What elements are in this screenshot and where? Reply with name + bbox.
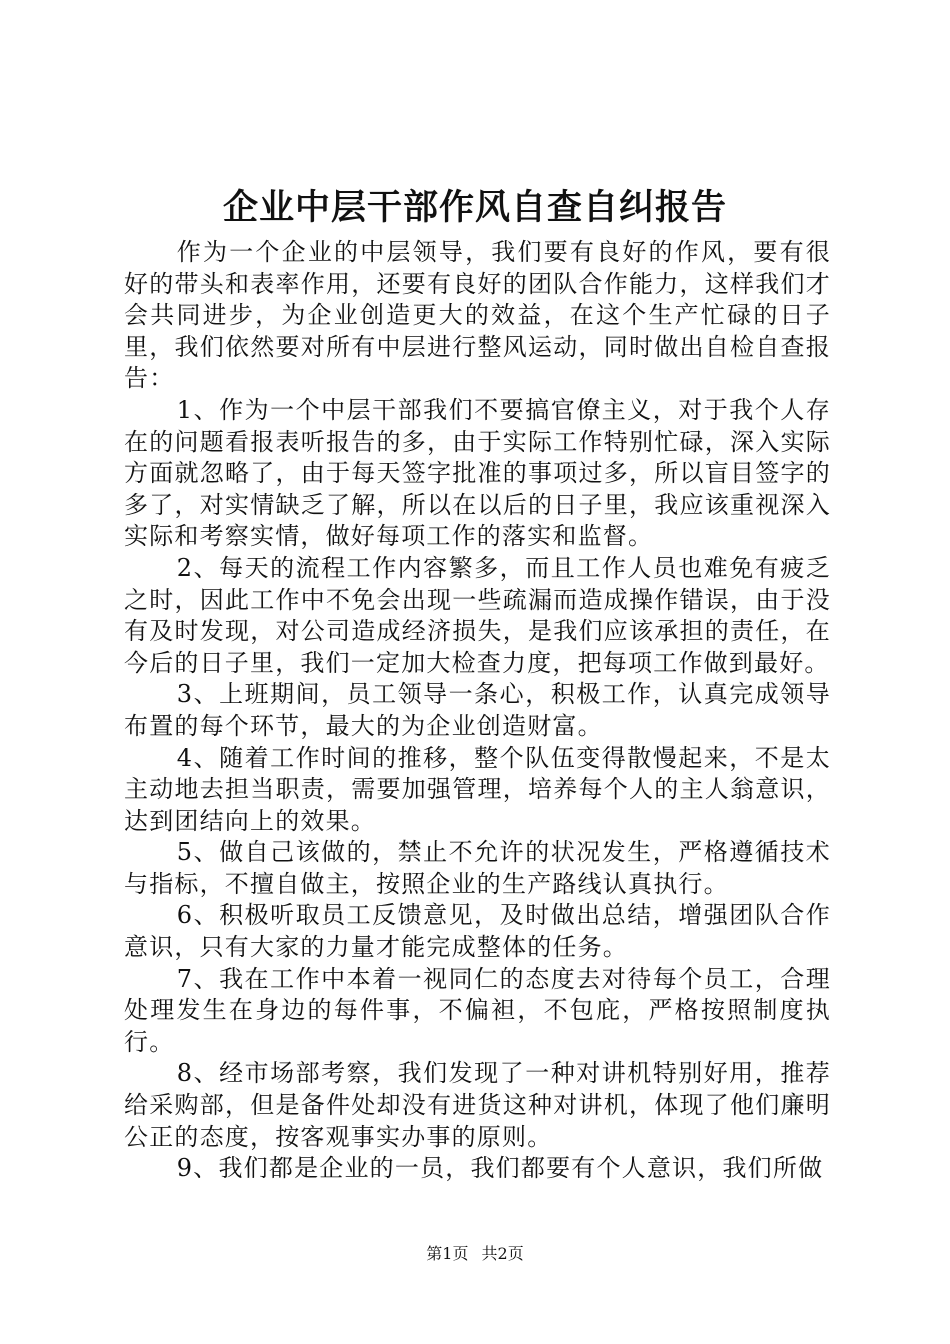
item-paragraph-7: 7、我在工作中本着一视同仁的态度去对待每个员工，合理处理发生在身边的每件事，不偏袒，不包庇，严格按照制度执行。 bbox=[124, 964, 831, 1056]
page-footer bbox=[0, 1243, 950, 1265]
item-paragraph-2: 2、每天的流程工作内容繁多，而且工作人员也难免有疲乏之时，因此工作中不免会出现一些疏漏而造成操作错误，由于没有及时发现，对公司造成经济损失，是我们应该承担的责任，在今后的日子里，我们一定加大检查力度，把每项工作做到最好。 bbox=[124, 553, 831, 677]
intro-paragraph: 作为一个企业的中层领导，我们要有良好的作风，要有很好的带头和表率作用，还要有良好的团队合作能力，这样我们才会共同进步，为企业创造更大的效益，在这个生产忙碌的日子里，我们依然要对所有中层进行整风运动，同时做出自检自查报告： bbox=[124, 238, 831, 393]
item-paragraph-1: 1、作为一个中层干部我们不要搞官僚主义，对于我个人存在的问题看报表听报告的多，由于实际工作特别忙碌，深入实际方面就忽略了，由于每天签字批准的事项过多，所以盲目签字的多了，对实情缺乏了解，所以在以后的日子里，我应该重视深入实际和考察实情，做好每项工作的落实和监督。 bbox=[124, 395, 831, 551]
item-paragraph-9: 9、我们都是企业的一员，我们都要有个人意识，我们所做 bbox=[176, 1154, 824, 1183]
item-paragraph-4: 4、随着工作时间的推移，整个队伍变得散慢起来，不是太主动地去担当职责，需要加强管理，培养每个人的主人翁意识，达到团结向上的效果。 bbox=[124, 743, 831, 835]
page-total: 共2页 bbox=[481, 1244, 524, 1263]
document-body bbox=[124, 237, 831, 1185]
item-paragraph-8: 8、经市场部考察，我们发现了一种对讲机特别好用，推荐给采购部，但是备件处却没有进货这种对讲机，体现了他们廉明公正的态度，按客观事实办事的原则。 bbox=[124, 1059, 831, 1151]
item-paragraph-3: 3、上班期间，员工领导一条心，积极工作，认真完成领导布置的每个环节，最大的为企业创造财富。 bbox=[124, 680, 831, 740]
item-paragraph-6: 6、积极听取员工反馈意见，及时做出总结，增强团队合作意识，只有大家的力量才能完成整体的任务。 bbox=[124, 901, 831, 962]
page-number: 第1页 bbox=[426, 1244, 469, 1263]
document-title: 企业中层干部作风自查自纠报告 bbox=[222, 187, 727, 228]
item-paragraph-5: 5、做自己该做的，禁止不允许的状况发生，严格遵循技术与指标，不擅自做主，按照企业的生产路线认真执行。 bbox=[124, 838, 831, 898]
